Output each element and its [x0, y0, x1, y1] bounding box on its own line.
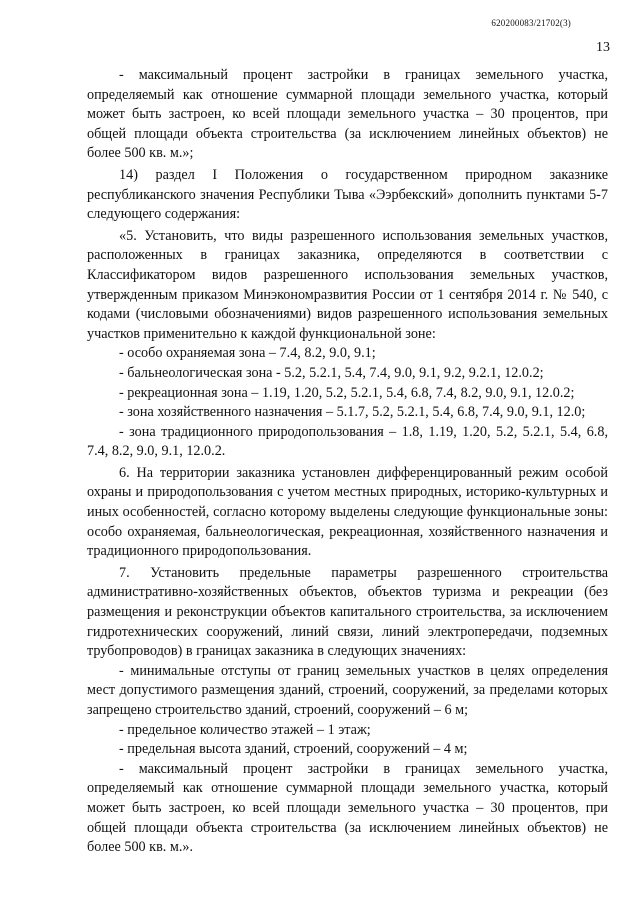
list-item-parameter: - предельная высота зданий, строений, сооружений – 4 м;	[119, 741, 468, 758]
list-item-zone: - особо охраняемая зона – 7.4, 8.2, 9.0, 9.1;	[119, 345, 376, 362]
document-body	[87, 66, 608, 858]
list-item-zone: - бальнеологическая зона - 5.2, 5.2.1, 5.4, 7.4, 9.0, 9.1, 9.2, 9.2.1, 12.0.2;	[119, 364, 544, 381]
list-item-zone: - зона традиционного природопользования – 1.8, 1.19, 1.20, 5.2, 5.2.1, 5.4, 6.8, 7.4, 8.2, 9.0, 9.1, 12.0.2.	[87, 423, 608, 460]
paragraph-max-build-percent: - максимальный процент застройки в границах земельного участка, определяемый как отношение суммарной площади земельного участка, который может быть застроен, ко всей площади земельного участка – 30 процентов, при общей площади объекта строительства (за исключением линейных объектов) не более 500 кв. м.»;	[87, 67, 608, 162]
list-item-parameter: - предельное количество этажей – 1 этаж;	[119, 721, 371, 738]
paragraph-point-5: «5. Установить, что виды разрешенного использования земельных участков, расположенных в границах заказника, определяются в соответствии с Классификатором видов разрешенного использования земельных участков, утвержденным приказом Минэкономразвития России от 1 сентября 2014 г. № 540, с кодами (числовыми обозначениями) видов разрешенного использования земельных участков применительно к каждой функциональной зоне:	[87, 227, 608, 342]
paragraph-point-6: 6. На территории заказника установлен дифференцированный режим особой охраны и природопользования с учетом местных природных, историко-культурных и иных особенностей, согласно которому выделены следующие функциональные зоны: особо охраняемая, бальнеологическая, рекреационная, хозяйственного назначения и традиционного природопользования.	[87, 464, 608, 560]
list-item-zone: - рекреационная зона – 1.19, 1.20, 5.2, 5.2.1, 5.4, 6.8, 7.4, 8.2, 9.0, 9.1, 12.0.2;	[119, 384, 575, 401]
paragraph-item-14: 14) раздел I Положения о государственном природном заказнике республиканского значения Республики Тыва «Ээрбекский» дополнить пунктами 5-7 следующего содержания:	[87, 166, 608, 223]
list-item-parameter: - минимальные отступы от границ земельных участков в целях определения мест допустимого размещения зданий, строений, сооружений, за пределами которых запрещено строительство зданий, строений, сооружений – 6 м;	[87, 662, 608, 718]
list-item-zone: - зона хозяйственного назначения – 5.1.7, 5.2, 5.2.1, 5.4, 6.8, 7.4, 9.0, 9.1, 12.0;	[119, 404, 586, 421]
list-item-parameter: - максимальный процент застройки в границах земельного участка, определяемый как отношение суммарной площади земельного участка, который может быть застроен, ко всей площади земельного участка – 30 процентов, при общей площади объекта строительства (за исключением линейных объектов) не более 500 кв. м.».	[87, 760, 608, 856]
document-code: 620200083/21702(3)	[491, 18, 571, 28]
paragraph-point-7: 7. Установить предельные параметры разрешенного строительства административно-хозяйственных объектов, объектов туризма и рекреации (без размещения и реконструкции объектов капитального строительства, за исключением гидротехнических сооружений, линий связи, линий электропередачи, подземных трубопроводов) в границах заказника в следующих значениях:	[87, 564, 608, 660]
page-number: 13	[596, 40, 610, 55]
